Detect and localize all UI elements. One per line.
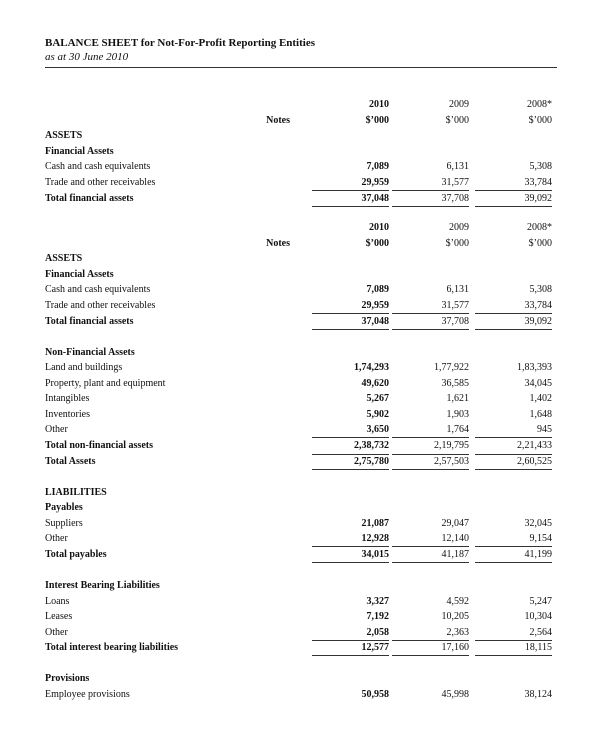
row-label: Intangibles: [45, 393, 90, 404]
value-cell: 41,199: [524, 549, 552, 560]
value-cell: 33,784: [524, 177, 552, 188]
value-cell: 2,058: [366, 627, 389, 638]
value-cell: 1,402: [529, 393, 552, 404]
table-row: [0, 361, 600, 375]
value-cell: 1,764: [446, 424, 469, 435]
value-cell: 29,959: [361, 177, 389, 188]
value-cell: 2,60,525: [517, 456, 552, 467]
section-heading: [0, 486, 600, 500]
value-cell: 2,75,780: [354, 456, 389, 467]
value-cell: 39,092: [524, 316, 552, 327]
total-rule: [475, 329, 552, 330]
row-label: Cash and cash equivalents: [45, 284, 151, 295]
total-rule: [392, 437, 469, 438]
total-rule: [312, 206, 389, 207]
total-rule: [392, 206, 469, 207]
value-cell: 50,958: [361, 689, 389, 700]
total-rule: [392, 313, 469, 314]
row-label: Total payables: [45, 549, 107, 560]
table-row: [0, 299, 600, 313]
value-cell: 18,115: [524, 642, 552, 653]
value-cell: 5,308: [529, 284, 552, 295]
total-row: [0, 315, 600, 329]
value-cell: 32,045: [524, 518, 552, 529]
row-label: Financial Assets: [45, 146, 114, 157]
column-year-header: [0, 98, 600, 112]
value-cell: 37,048: [361, 316, 389, 327]
total-rule: [475, 562, 552, 563]
section-heading: [0, 579, 600, 593]
total-rule: [392, 562, 469, 563]
row-label: LIABILITIES: [45, 487, 107, 498]
value-cell: 45,998: [441, 689, 469, 700]
section-heading: [0, 129, 600, 143]
section-heading: [0, 145, 600, 159]
value-cell: 21,087: [361, 518, 389, 529]
table-row: [0, 610, 600, 624]
value-cell: 29,959: [361, 300, 389, 311]
column-unit-header: [0, 114, 600, 128]
value-cell: 12,928: [361, 533, 389, 544]
header-rule: [45, 67, 557, 68]
total-rule: [392, 546, 469, 547]
row-label: Trade and other receivables: [45, 300, 156, 311]
notes-header: Notes: [266, 238, 290, 249]
total-rule: [312, 190, 389, 191]
total-rule: [475, 206, 552, 207]
value-cell: 6,131: [446, 161, 469, 172]
notes-header: Notes: [266, 115, 290, 126]
value-cell: 5,267: [366, 393, 389, 404]
table-row: [0, 688, 600, 702]
value-cell: 17,160: [441, 642, 469, 653]
total-row: [0, 548, 600, 562]
total-rule: [475, 437, 552, 438]
row-label: Inventories: [45, 409, 90, 420]
value-cell: 4,592: [446, 596, 469, 607]
unit-header-cell: $’000: [365, 238, 389, 249]
value-cell: 1,903: [446, 409, 469, 420]
row-label: Total non-financial assets: [45, 440, 153, 451]
year-header-cell: 2009: [449, 99, 469, 110]
row-label: Total financial assets: [45, 193, 134, 204]
total-rule: [475, 469, 552, 470]
row-label: Other: [45, 533, 68, 544]
row-label: Leases: [45, 611, 73, 622]
value-cell: 36,585: [441, 378, 469, 389]
table-row: [0, 626, 600, 640]
row-label: Cash and cash equivalents: [45, 161, 151, 172]
value-cell: 1,621: [446, 393, 469, 404]
table-row: [0, 176, 600, 190]
section-heading: [0, 501, 600, 515]
total-row: [0, 641, 600, 655]
document-date: as at 30 June 2010: [45, 51, 129, 63]
section-heading: [0, 672, 600, 686]
table-row: [0, 160, 600, 174]
column-year-header: [0, 221, 600, 235]
value-cell: 945: [537, 424, 552, 435]
total-rule: [312, 562, 389, 563]
value-cell: 7,192: [366, 611, 389, 622]
total-row: [0, 192, 600, 206]
value-cell: 37,048: [361, 193, 389, 204]
total-rule: [392, 454, 469, 455]
value-cell: 29,047: [441, 518, 469, 529]
value-cell: 7,089: [366, 284, 389, 295]
total-rule: [312, 655, 389, 656]
value-cell: 10,304: [524, 611, 552, 622]
column-unit-header: [0, 237, 600, 251]
value-cell: 12,140: [441, 533, 469, 544]
value-cell: 38,124: [524, 689, 552, 700]
value-cell: 5,247: [529, 596, 552, 607]
value-cell: 9,154: [529, 533, 552, 544]
total-rule: [392, 329, 469, 330]
value-cell: 31,577: [441, 177, 469, 188]
value-cell: 49,620: [361, 378, 389, 389]
value-cell: 2,19,795: [434, 440, 469, 451]
value-cell: 2,564: [529, 627, 552, 638]
value-cell: 37,708: [441, 193, 469, 204]
unit-header-cell: $’000: [445, 238, 469, 249]
section-heading: [0, 268, 600, 282]
row-label: Total interest bearing liabilities: [45, 642, 179, 653]
row-label: ASSETS: [45, 253, 83, 264]
row-label: Non-Financial Assets: [45, 347, 135, 358]
unit-header-cell: $’000: [365, 115, 389, 126]
row-label: Other: [45, 627, 68, 638]
value-cell: 3,650: [366, 424, 389, 435]
value-cell: 12,577: [361, 642, 389, 653]
value-cell: 3,327: [366, 596, 389, 607]
row-label: Property, plant and equipment: [45, 378, 166, 389]
table-row: [0, 283, 600, 297]
total-rule: [312, 313, 389, 314]
total-row: [0, 455, 600, 469]
value-cell: 34,045: [524, 378, 552, 389]
value-cell: 1,83,393: [517, 362, 552, 373]
value-cell: 34,015: [361, 549, 389, 560]
value-cell: 5,902: [366, 409, 389, 420]
unit-header-cell: $’000: [445, 115, 469, 126]
table-row: [0, 377, 600, 391]
total-rule: [475, 655, 552, 656]
value-cell: 10,205: [441, 611, 469, 622]
year-header-cell: 2009: [449, 222, 469, 233]
row-label: Loans: [45, 596, 70, 607]
value-cell: 31,577: [441, 300, 469, 311]
value-cell: 37,708: [441, 316, 469, 327]
value-cell: 2,38,732: [354, 440, 389, 451]
value-cell: 5,308: [529, 161, 552, 172]
total-rule: [312, 454, 389, 455]
year-header-cell: 2010: [369, 222, 389, 233]
total-rule: [475, 454, 552, 455]
section-heading: [0, 346, 600, 360]
value-cell: 33,784: [524, 300, 552, 311]
total-rule: [312, 546, 389, 547]
table-row: [0, 408, 600, 422]
row-label: Suppliers: [45, 518, 83, 529]
row-label: Provisions: [45, 673, 90, 684]
total-rule: [475, 546, 552, 547]
total-row: [0, 439, 600, 453]
value-cell: 41,187: [441, 549, 469, 560]
document-title: BALANCE SHEET for Not-For-Profit Reporting Entities: [45, 37, 315, 49]
total-rule: [392, 190, 469, 191]
row-label: Trade and other receivables: [45, 177, 156, 188]
total-rule: [312, 329, 389, 330]
unit-header-cell: $’000: [528, 238, 552, 249]
value-cell: 1,77,922: [434, 362, 469, 373]
value-cell: 6,131: [446, 284, 469, 295]
section-heading: [0, 252, 600, 266]
row-label: ASSETS: [45, 130, 83, 141]
row-label: Interest Bearing Liabilities: [45, 580, 160, 591]
value-cell: 1,74,293: [354, 362, 389, 373]
row-label: Other: [45, 424, 68, 435]
unit-header-cell: $’000: [528, 115, 552, 126]
table-row: [0, 392, 600, 406]
row-label: Total financial assets: [45, 316, 134, 327]
row-label: Financial Assets: [45, 269, 114, 280]
total-rule: [312, 469, 389, 470]
year-header-cell: 2010: [369, 99, 389, 110]
total-rule: [475, 313, 552, 314]
row-label: Total Assets: [45, 456, 96, 467]
value-cell: 39,092: [524, 193, 552, 204]
value-cell: 2,21,433: [517, 440, 552, 451]
table-row: [0, 595, 600, 609]
value-cell: 7,089: [366, 161, 389, 172]
value-cell: 1,648: [529, 409, 552, 420]
year-header-cell: 2008*: [527, 222, 552, 233]
total-rule: [475, 190, 552, 191]
total-rule: [312, 437, 389, 438]
row-label: Land and buildings: [45, 362, 123, 373]
table-row: [0, 423, 600, 437]
table-row: [0, 532, 600, 546]
row-label: Payables: [45, 502, 83, 513]
table-row: [0, 517, 600, 531]
value-cell: 2,57,503: [434, 456, 469, 467]
total-rule: [392, 655, 469, 656]
year-header-cell: 2008*: [527, 99, 552, 110]
value-cell: 2,363: [446, 627, 469, 638]
total-rule: [392, 469, 469, 470]
row-label: Employee provisions: [45, 689, 130, 700]
